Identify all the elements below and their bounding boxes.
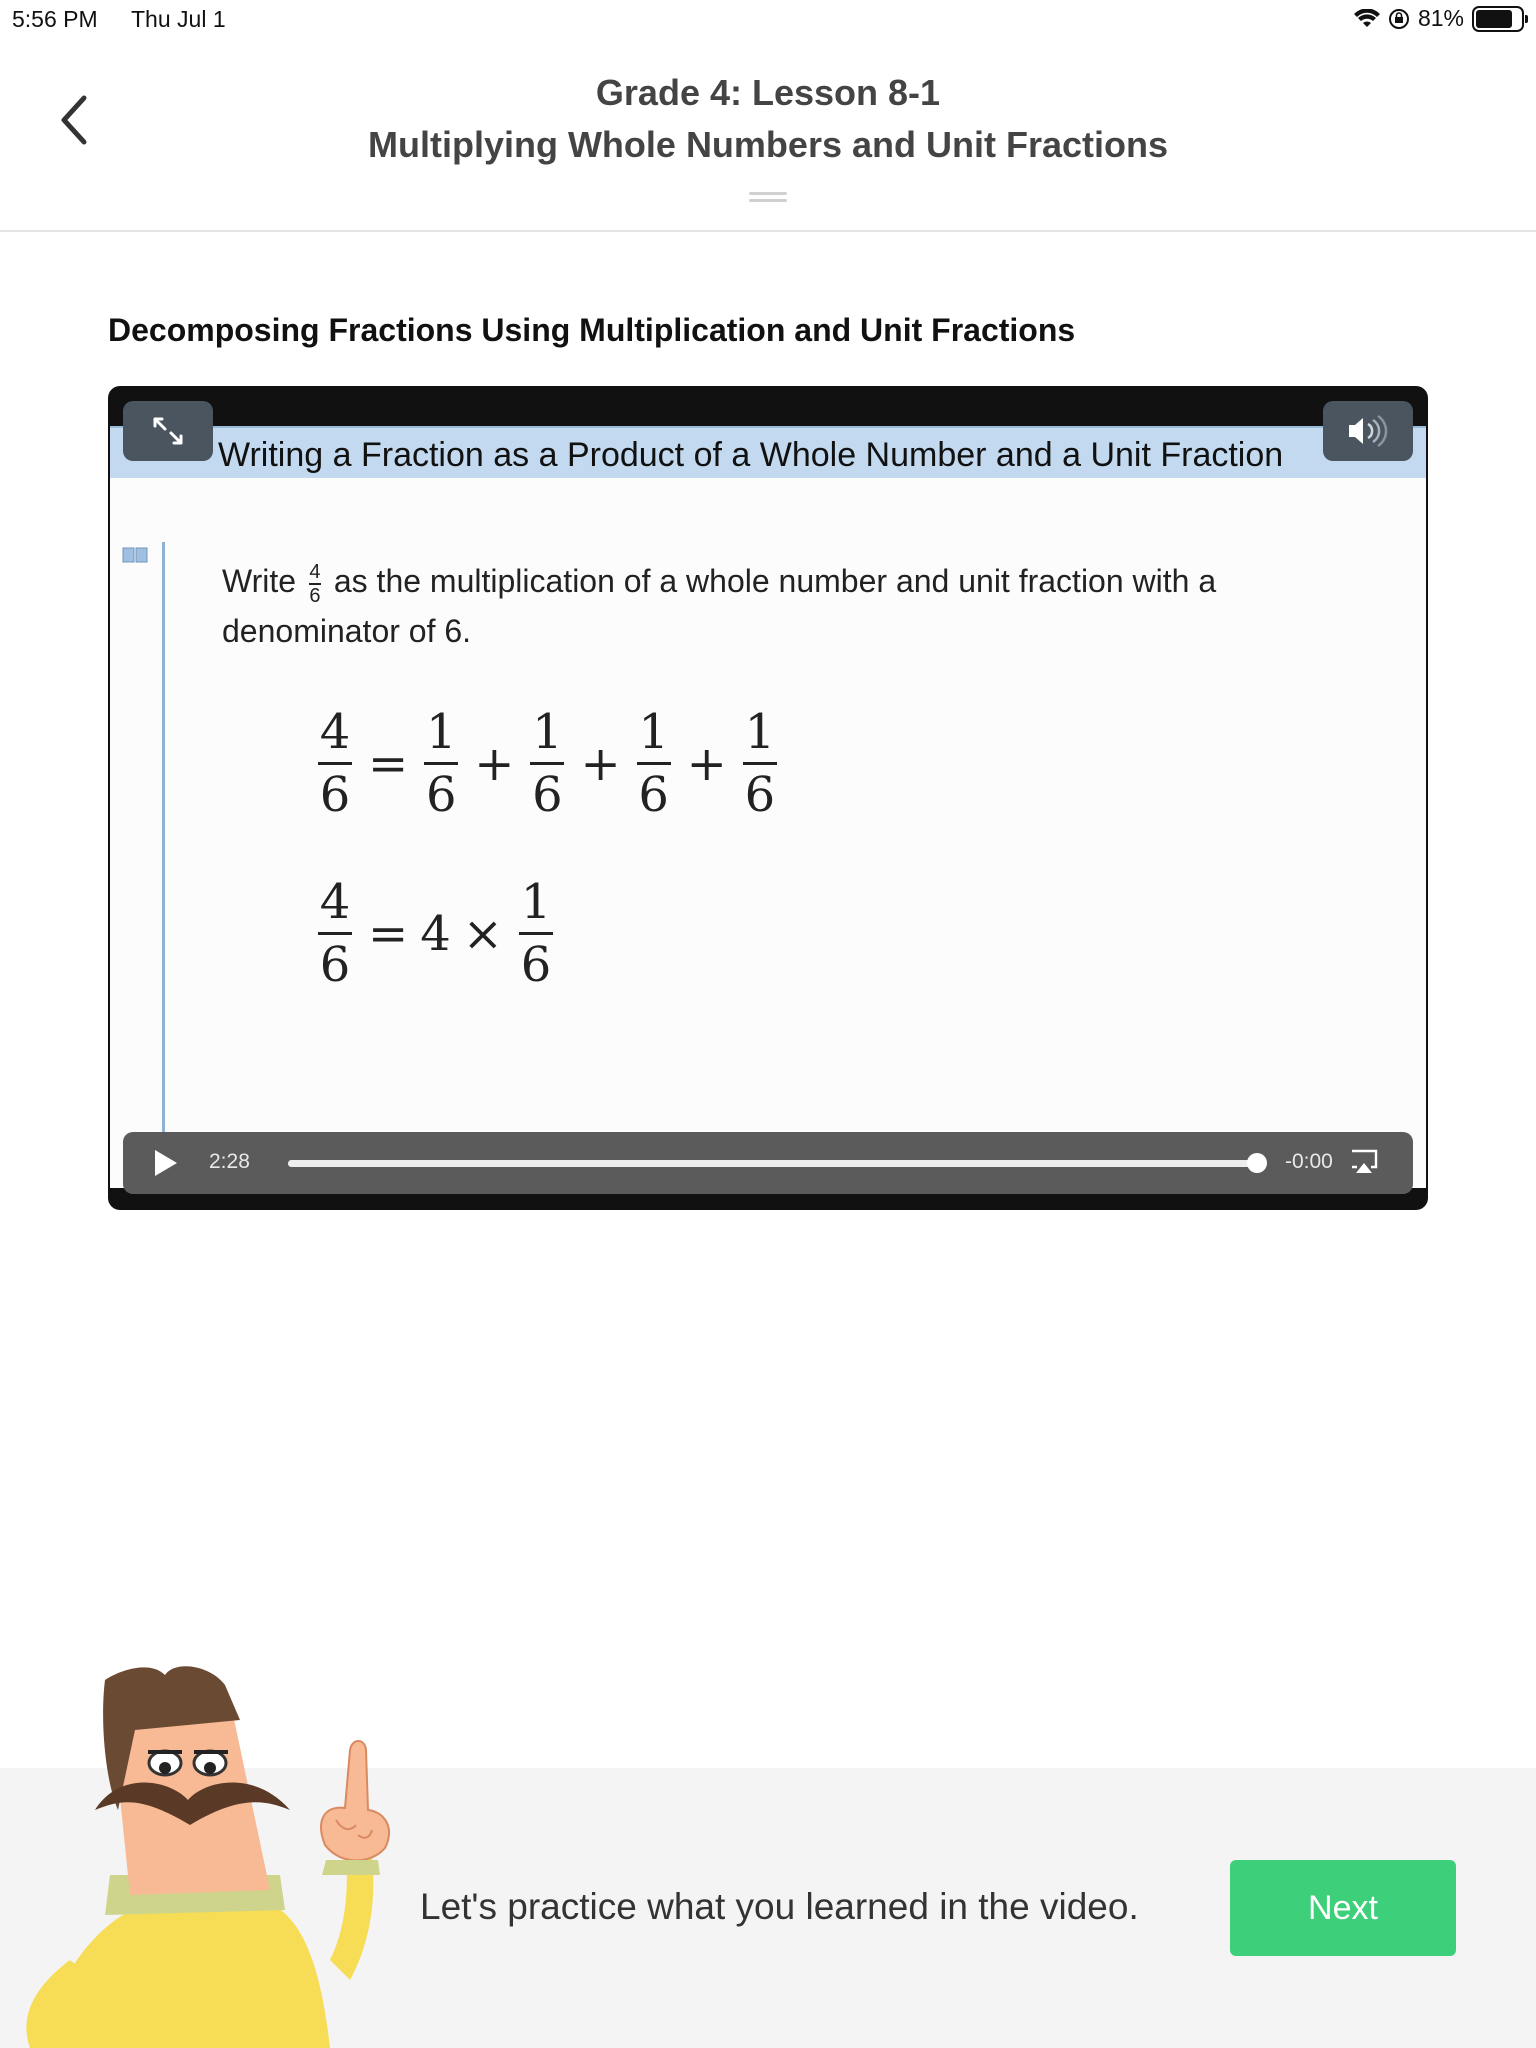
eq2-rhs-numerator: 1 bbox=[520, 874, 552, 930]
play-icon[interactable] bbox=[153, 1148, 179, 1178]
battery-icon bbox=[1472, 6, 1524, 32]
slide-title: Writing a Fraction as a Product of a Whole Number and a Unit Fraction bbox=[218, 436, 1284, 474]
eq2-lhs-numerator: 4 bbox=[319, 874, 351, 930]
eq1-term bbox=[530, 706, 564, 821]
scrubber-track[interactable] bbox=[288, 1160, 1260, 1167]
eq2-rhs-denominator: 6 bbox=[520, 937, 552, 993]
battery-percent: 81% bbox=[1417, 5, 1464, 31]
speaker-icon bbox=[1323, 401, 1413, 461]
lesson-header bbox=[0, 40, 1536, 232]
next-button[interactable]: Next bbox=[1230, 1860, 1456, 1956]
practice-message: Let's practice what you learned in the video. bbox=[420, 1886, 1139, 1927]
mascot-illustration bbox=[0, 1660, 420, 2048]
eq1-lhs-numerator: 4 bbox=[319, 704, 351, 760]
video-controls bbox=[123, 1132, 1413, 1194]
eq2-whole: 4 bbox=[420, 905, 451, 962]
slide-title-band bbox=[110, 426, 1426, 478]
eq1-plus: + bbox=[580, 735, 621, 792]
eq1-plus: + bbox=[474, 735, 515, 792]
equation-sum bbox=[308, 706, 787, 821]
prompt-fraction bbox=[309, 560, 321, 607]
eq1-term bbox=[743, 706, 777, 821]
eq1-plus: + bbox=[686, 735, 727, 792]
eq1-term-numerator: 1 bbox=[744, 704, 776, 760]
book-icon bbox=[122, 546, 148, 564]
eq2-lhs-denominator: 6 bbox=[319, 937, 351, 993]
eq1-term-numerator: 1 bbox=[638, 704, 669, 760]
eq1-lhs-denominator: 6 bbox=[319, 767, 351, 823]
eq1-term-numerator: 1 bbox=[425, 704, 457, 760]
eq1-term-numerator: 1 bbox=[532, 704, 563, 760]
slide-divider bbox=[162, 542, 165, 1162]
expand-icon bbox=[123, 401, 213, 461]
status-time: 5:56 PM bbox=[12, 6, 98, 32]
prompt-fraction-numerator: 4 bbox=[309, 560, 321, 583]
equation-product bbox=[308, 876, 563, 991]
orientation-lock-icon bbox=[1388, 8, 1410, 30]
drag-handle[interactable] bbox=[749, 192, 787, 204]
elapsed-time: 2:28 bbox=[209, 1150, 250, 1173]
eq2-equals: = bbox=[368, 905, 409, 962]
eq2-rhs-fraction bbox=[519, 876, 553, 991]
lesson-number: Grade 4: Lesson 8-1 bbox=[595, 72, 941, 113]
volume-button[interactable] bbox=[1323, 401, 1413, 461]
video-player[interactable] bbox=[108, 386, 1428, 1210]
prompt-text-after: as the multiplication of a whole number and unit fraction with a denominator of 6. bbox=[222, 563, 1217, 649]
eq1-term-denominator: 6 bbox=[532, 767, 563, 823]
wifi-icon bbox=[1354, 9, 1380, 29]
eq1-lhs-fraction bbox=[318, 706, 352, 821]
eq1-equals: = bbox=[368, 735, 409, 792]
status-right bbox=[1354, 5, 1524, 32]
eq1-term bbox=[424, 706, 458, 821]
slide-prompt bbox=[222, 556, 1372, 656]
lesson-title: Multiplying Whole Numbers and Unit Fractions bbox=[367, 124, 1168, 165]
video-slide bbox=[110, 426, 1426, 1188]
eq2-lhs-fraction bbox=[318, 876, 352, 991]
eq1-term bbox=[637, 706, 671, 821]
eq1-term-denominator: 6 bbox=[638, 767, 669, 823]
airplay-icon[interactable] bbox=[1349, 1148, 1379, 1176]
prompt-fraction-denominator: 6 bbox=[309, 584, 321, 607]
prompt-text-before: Write bbox=[222, 563, 297, 599]
status-bar bbox=[0, 0, 1536, 40]
remaining-time: -0:00 bbox=[1285, 1150, 1333, 1173]
eq2-times: × bbox=[462, 905, 503, 962]
status-date: Thu Jul 1 bbox=[131, 6, 226, 32]
section-title: Decomposing Fractions Using Multiplication and Unit Fractions bbox=[108, 312, 1076, 348]
eq1-term-denominator: 6 bbox=[744, 767, 776, 823]
fullscreen-button[interactable] bbox=[123, 401, 213, 461]
scrubber-knob[interactable] bbox=[1247, 1153, 1267, 1173]
eq1-term-denominator: 6 bbox=[425, 767, 457, 823]
